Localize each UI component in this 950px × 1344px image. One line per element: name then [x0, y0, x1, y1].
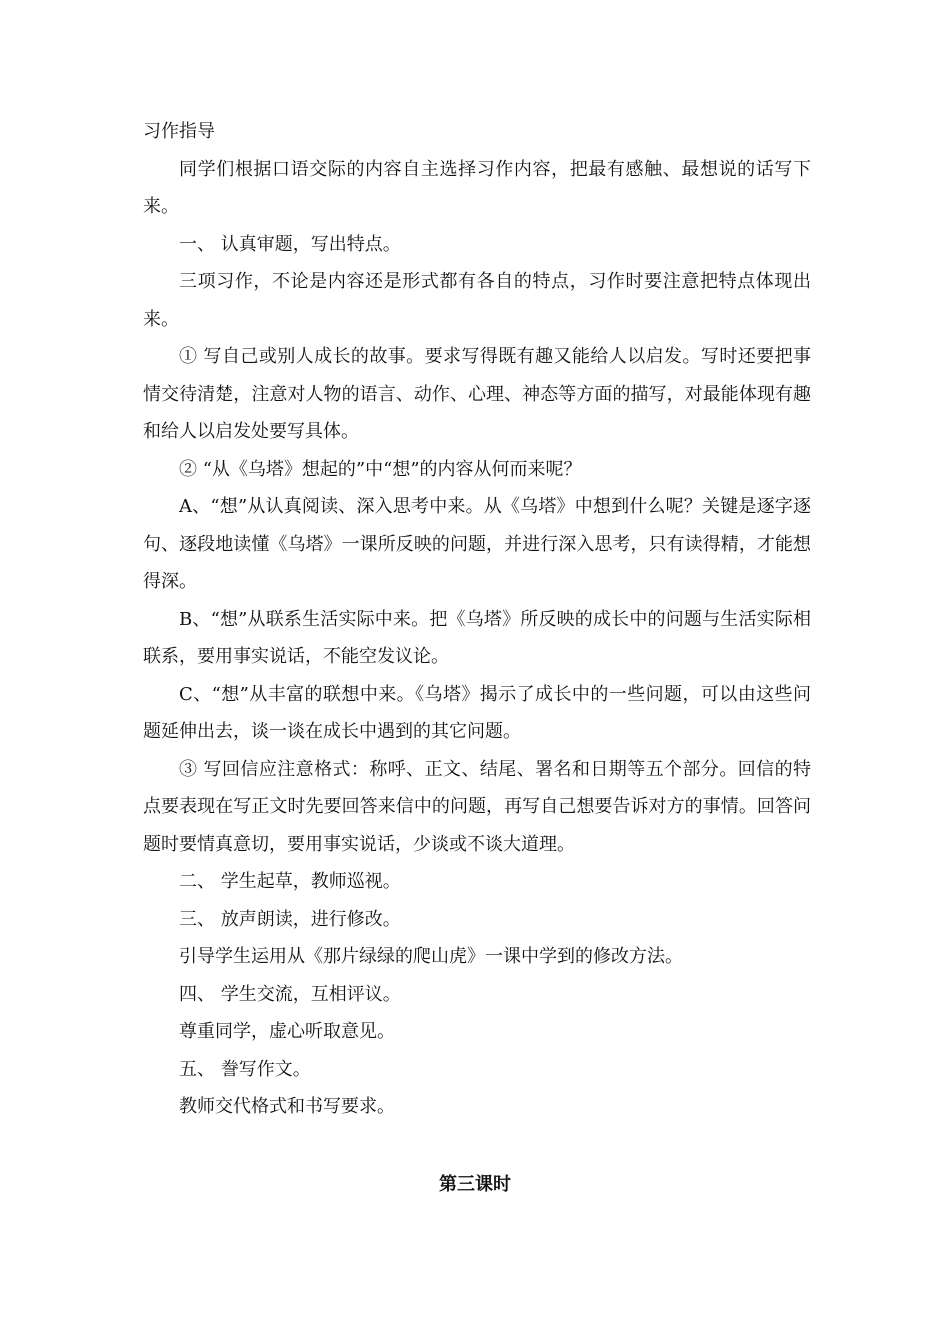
document-body [143, 113, 811, 1126]
paragraph: 教师交代格式和书写要求。 [179, 1096, 395, 1117]
paragraph: 引导学生运用从《那片绿绿的爬山虎》一课中学到的修改方法。 [179, 946, 683, 967]
paragraph: ③ 写回信应注意格式：称呼、正文、结尾、署名和日期等五个部分。回信的特点要表现在写正文时先要回答来信中的问题，再写自己想要告诉对方的事情。回答问题时要情真意切，要用事实说话，少谈或不谈大道理。 [143, 758, 811, 855]
paragraph: B、“想”从联系生活实际中来。把《乌塔》所反映的成长中的问题与生活实际相联系，要用事实说话，不能空发议论。 [143, 608, 811, 667]
paragraph: 五、 誊写作文。 [179, 1058, 311, 1080]
section-title: 第三课时 [439, 1174, 511, 1195]
document-heading: 习作指导 [143, 121, 215, 142]
paragraph: ① 写自己或别人成长的故事。要求写得既有趣又能给人以启发。写时还要把事情交待清楚，注意对人物的语言、动作、心理、神态等方面的描写，对最能体现有趣和给人以启发处要写具体。 [143, 346, 811, 442]
paragraph: 二、 学生起草，教师巡视。 [179, 871, 401, 892]
paragraph: 三、 放声朗读，进行修改。 [179, 908, 401, 930]
paragraph: 四、 学生交流，互相评议。 [179, 983, 401, 1005]
paragraph: 同学们根据口语交际的内容自主选择习作内容，把最有感触、最想说的话写下来。 [143, 158, 811, 217]
paragraph: A、“想”从认真阅读、深入思考中来。从《乌塔》中想到什么呢？关键是逐字逐句、逐段地读懂《乌塔》一课所反映的问题，并进行深入思考，只有读得精，才能想得深。 [143, 496, 811, 592]
paragraph: 尊重同学，虚心听取意见。 [179, 1021, 395, 1042]
paragraph: C、“想”从丰富的联想中来。《乌塔》揭示了成长中的一些问题，可以由这些问题延伸出去，谈一谈在成长中遇到的其它问题。 [143, 683, 811, 742]
paragraph: 一、 认真审题，写出特点。 [179, 233, 401, 255]
paragraph: 三项习作，不论是内容还是形式都有各自的特点，习作时要注意把特点体现出来。 [143, 271, 811, 330]
paragraph: ② “从《乌塔》想起的”中“想”的内容从何而来呢？ [179, 458, 582, 480]
